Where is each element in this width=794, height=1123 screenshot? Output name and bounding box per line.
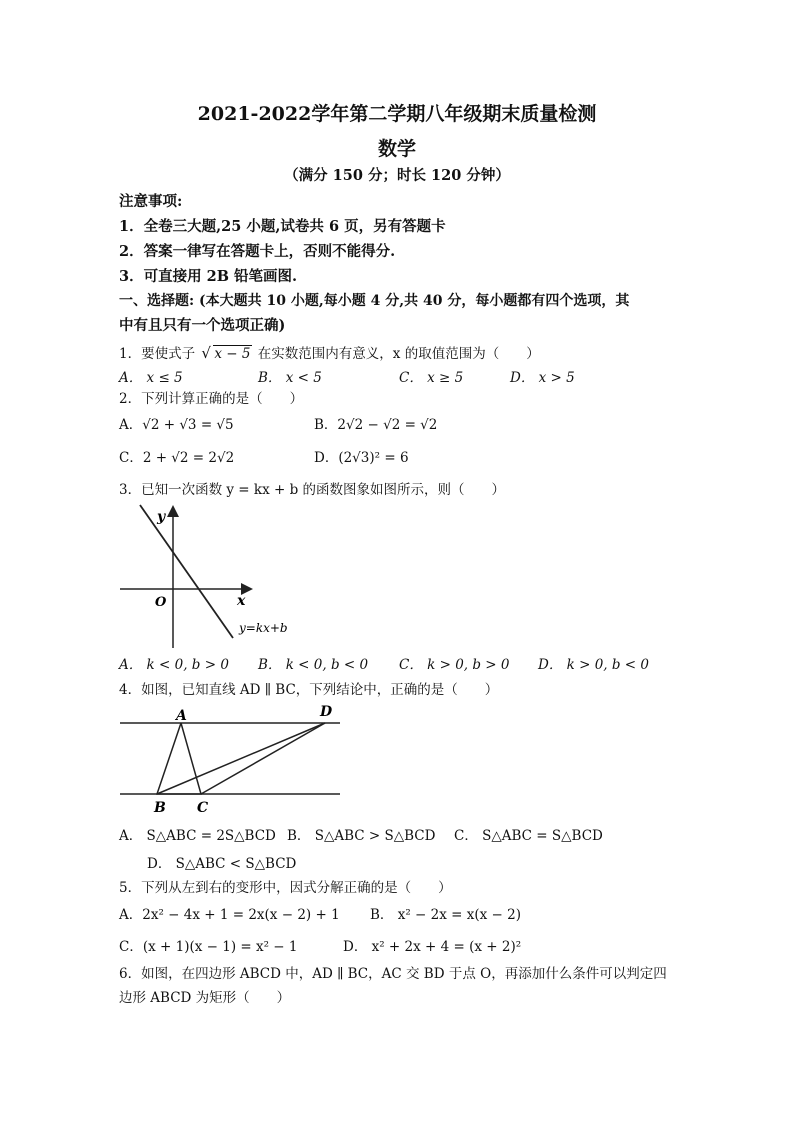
q1-option-a: A． x ≤ 5	[119, 370, 183, 386]
y-axis-label: y	[157, 509, 166, 525]
point-c-label: C	[197, 800, 209, 816]
q1-option-d: D． x > 5	[510, 370, 575, 386]
q3-option-c: C． k > 0, b > 0	[399, 657, 510, 673]
x-axis-label: x	[237, 593, 246, 609]
q5-option-c: C．(x + 1)(x − 1) = x² − 1	[119, 939, 298, 955]
point-b-label: B	[154, 800, 166, 816]
sqrt-radicand: x − 5	[214, 346, 251, 362]
note-item: 2．答案一律写在答题卡上，否则不能得分.	[119, 243, 396, 260]
q5-option-a: A．2x² − 4x + 1 = 2x(x − 2) + 1	[119, 907, 340, 923]
point-d-label: D	[320, 704, 333, 720]
sqrt-expression	[201, 346, 251, 362]
page-title: 2021-2022学年第二学期八年级期末质量检测	[197, 103, 597, 125]
q3-option-b: B． k < 0, b < 0	[258, 657, 369, 673]
q4-option-b: B． S△ABC > S△BCD	[287, 828, 436, 844]
notes-heading: 注意事项:	[119, 193, 183, 210]
q2-option-a: A．√2 + √3 = √5	[119, 417, 234, 433]
exam-meta: （满分 150 分；时长 120 分钟）	[284, 167, 510, 184]
note-item: 1．全卷三大题,25 小题,试卷共 6 页，另有答题卡	[119, 218, 446, 235]
q2-option-d: D．(2√3)² = 6	[314, 450, 409, 466]
q3-option-d: D． k > 0, b < 0	[538, 657, 649, 673]
segment-bd	[157, 723, 325, 794]
q4-option-c: C． S△ABC = S△BCD	[454, 828, 603, 844]
note-item: 3．可直接用 2B 铅笔画图.	[119, 268, 298, 285]
q1-stem-post: 在实数范围内有意义，x 的取值范围为（ ）	[257, 346, 540, 362]
q2-option-b: B．2√2 − √2 = √2	[314, 417, 438, 433]
q5-option-d: D． x² + 2x + 4 = (x + 2)²	[343, 939, 522, 955]
section-heading-line2: 中有且只有一个选项正确)	[119, 317, 286, 334]
point-a-label: A	[176, 708, 187, 724]
q5-option-b: B． x² − 2x = x(x − 2)	[370, 907, 521, 923]
q6-stem-line1: 6．如图，在四边形 ABCD 中，AD ∥ BC，AC 交 BD 于点 O，再添加什么条件可以判定四	[119, 966, 667, 982]
subject-title: 数学	[377, 138, 416, 160]
q4-option-d: D． S△ABC < S△BCD	[147, 856, 297, 872]
q1-stem	[119, 342, 540, 362]
function-line	[140, 505, 233, 638]
q3-option-a: A． k < 0, b > 0	[119, 657, 229, 673]
q1-stem-pre: 1．要使式子	[119, 346, 196, 362]
section-heading-line1: 一、选择题: (本大题共 10 小题,每小题 4 分,共 40 分，每小题都有四个选项，其	[119, 293, 630, 309]
linear-function-graph	[115, 500, 305, 650]
q1-option-c: C． x ≥ 5	[399, 370, 464, 386]
q2-option-c: C．2 + √2 = 2√2	[119, 450, 235, 466]
q2-stem: 2．下列计算正确的是（ ）	[119, 391, 304, 407]
q5-stem: 5．下列从左到右的变形中，因式分解正确的是（ ）	[119, 880, 452, 896]
line-equation-label: y=kx+b	[239, 621, 288, 635]
triangle-abc	[157, 723, 201, 794]
origin-label: O	[155, 595, 167, 610]
q6-stem-line2: 边形 ABCD 为矩形（ ）	[119, 990, 291, 1006]
q4-option-a: A． S△ABC = 2S△BCD	[119, 828, 276, 844]
q1-option-b: B． x < 5	[258, 370, 322, 386]
parallel-lines-figure	[115, 700, 345, 820]
segment-cd	[201, 723, 325, 794]
sqrt-sign-icon: √	[201, 344, 211, 362]
q3-stem: 3．已知一次函数 y = kx + b 的函数图象如图所示，则（ ）	[119, 482, 506, 498]
q4-stem: 4．如图，已知直线 AD ∥ BC，下列结论中，正确的是（ ）	[119, 682, 499, 698]
